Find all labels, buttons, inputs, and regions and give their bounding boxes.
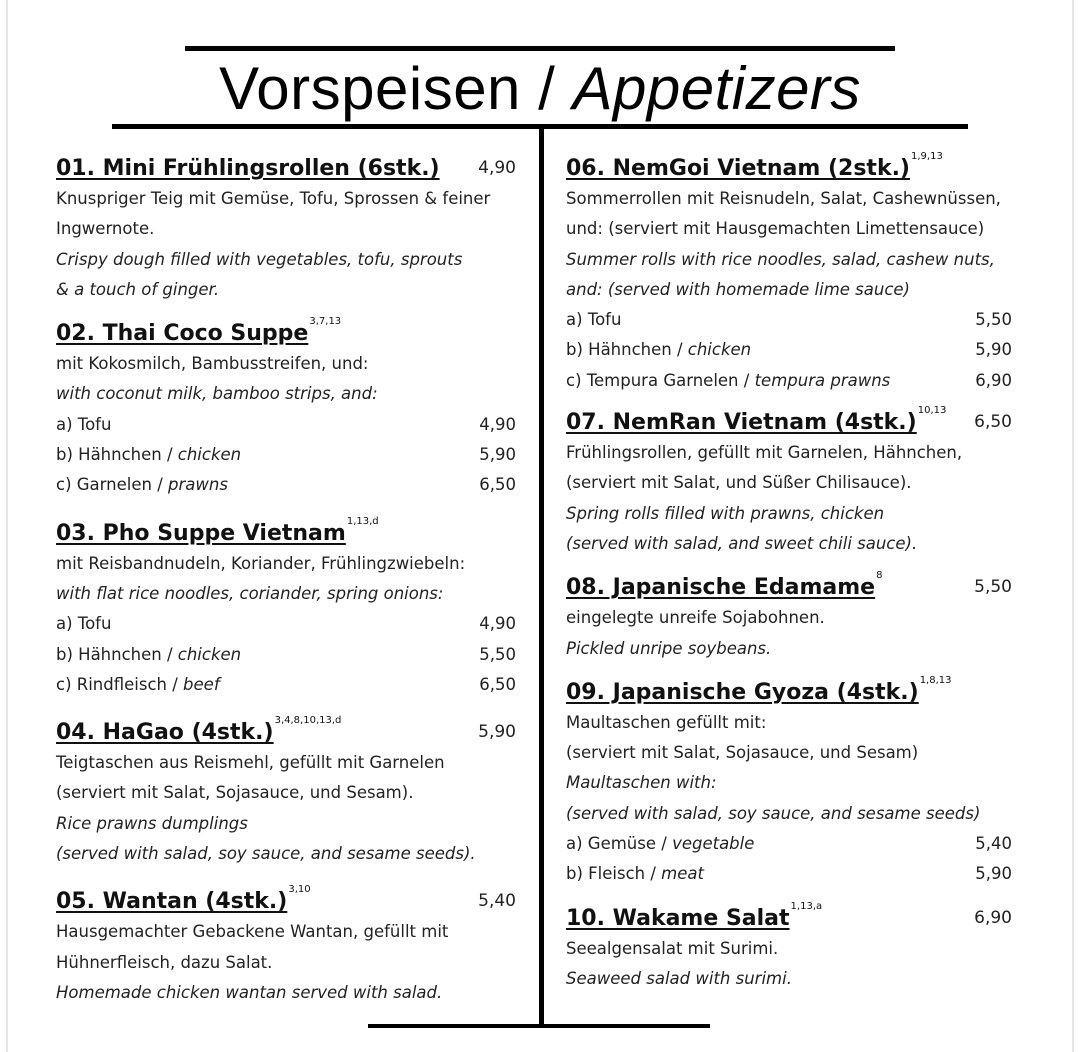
option-price: 5,40	[975, 834, 1012, 854]
option-label-en: tempura prawns	[754, 370, 891, 390]
bottom-rule	[368, 1024, 710, 1028]
allergen-codes: 1,13,a	[790, 900, 823, 912]
right-column	[566, 142, 1012, 994]
item-price: 4,90	[478, 158, 516, 178]
item-header	[56, 507, 516, 549]
description-en: Homemade chicken wantan served with salad.	[56, 982, 443, 1002]
allergen-codes: 1,13,d	[346, 515, 379, 527]
description-de: Frühlingsrollen, gefüllt mit Garnelen, Hähnchen,	[566, 443, 963, 463]
option-label-en: meat	[661, 864, 704, 884]
allergen-codes: 1,8,13	[919, 674, 952, 686]
menu-item	[56, 307, 516, 500]
menu-item	[56, 142, 516, 305]
item-title: 03. Pho Suppe Vietnam$^{1,13,d}$	[56, 521, 379, 547]
option-row	[56, 440, 516, 470]
item-title: 04. HaGao $(4stk.)^{3,4,8,10,13,d}$	[56, 720, 341, 746]
option-row	[56, 640, 516, 670]
option-label-en: vegetable	[672, 834, 755, 854]
option-label-en: chicken	[687, 340, 752, 360]
item-title: 02. Thai Coco Suppe$^{3,7,13}$	[56, 321, 341, 347]
allergen-codes: 3,10	[288, 884, 311, 896]
option-label-de: b) Hähnchen /	[56, 644, 178, 664]
option-label-de: c) Garnelen /	[56, 475, 168, 495]
item-title: 01. Mini Frühlingsrollen (6stk.)	[56, 156, 440, 181]
description-de: Teigtaschen aus Reismehl, gefüllt mit Garnelen	[56, 753, 445, 773]
description-en: and: (served with homemade lime sauce)	[566, 279, 910, 299]
description-de: Sommerrollen mit Reisnudeln, Salat, Cashewnüssen,	[566, 189, 1001, 208]
option-row	[56, 609, 516, 639]
option-label-en: chicken	[177, 445, 242, 465]
description-de: Ingwernote.	[56, 219, 155, 239]
description-de: (serviert mit Salat, Sojasauce, und Sesam).	[56, 783, 414, 803]
allergen-codes: 3,4,8,10,13,d	[274, 715, 342, 727]
option-label-de: a) Gemüse /	[566, 834, 673, 854]
item-header	[566, 561, 1012, 603]
menu-item	[56, 875, 516, 1008]
item-title: 05. Wantan $(4stk.)^{3,10}$	[56, 889, 311, 915]
item-price: 6,90	[974, 907, 1012, 928]
menu-item	[566, 396, 1012, 559]
option-row	[56, 670, 516, 700]
option-row	[56, 470, 516, 500]
item-header	[566, 396, 1012, 438]
description-en: (served with salad, soy sauce, and sesame seeds)	[566, 803, 981, 823]
option-price: 4,90	[479, 614, 516, 634]
item-price: 5,40	[478, 891, 516, 912]
option-label-en: prawns	[168, 475, 228, 495]
description-de: Hühnerfleisch, dazu Salat.	[56, 952, 273, 972]
option-price: 6,50	[479, 674, 516, 694]
description-en: Crispy dough filled with vegetables, tofu, sprouts	[56, 249, 463, 269]
item-title: 09. Japanische Gyoza $(4stk.)^{1,8,13}$	[566, 680, 952, 706]
item-price: 5,50	[974, 577, 1012, 598]
allergen-codes: 3,7,13	[309, 316, 342, 328]
option-price: 5,90	[975, 864, 1012, 884]
option-label-en: beef	[183, 674, 220, 694]
item-price: 6,50	[974, 412, 1012, 433]
page-edge-left	[6, 0, 8, 1052]
allergen-codes: 1,9,13	[911, 151, 943, 162]
description-en: Rice prawns dumplings	[56, 813, 248, 833]
description-en: with flat rice noodles, coriander, spring onions:	[56, 583, 444, 603]
description-de: mit Kokosmilch, Bambusstreifen, und:	[56, 354, 369, 374]
description-de: Knuspriger Teig mit Gemüse, Tofu, Sprossen & feiner	[56, 189, 491, 208]
option-row	[566, 305, 1012, 335]
option-row	[566, 829, 1012, 859]
menu-item	[566, 892, 1012, 995]
description-en: Summer rolls with rice noodles, salad, cashew nuts,	[566, 249, 995, 269]
option-label-de: c) Tempura Garnelen /	[566, 370, 755, 390]
item-header	[56, 142, 516, 184]
option-price: 6,90	[975, 370, 1012, 390]
description-de: Maultaschen gefüllt mit:	[566, 712, 767, 732]
page-edge-right	[1072, 0, 1074, 1052]
page-title	[0, 54, 1080, 124]
option-row	[566, 859, 1012, 889]
menu-item	[56, 706, 516, 869]
description-de: (serviert mit Salat, Sojasauce, und Sesam)	[566, 743, 919, 763]
option-label-de: b) Hähnchen /	[566, 340, 688, 360]
description-de: Seealgensalat mit Surimi.	[566, 938, 779, 958]
option-row	[566, 366, 1012, 396]
description-en: Pickled unripe soybeans.	[566, 638, 772, 658]
option-label-de: a) Tofu	[56, 614, 112, 634]
menu-item	[566, 561, 1012, 664]
description-de: und: (serviert mit Hausgemachten Limettensauce)	[566, 219, 985, 239]
option-label-de: b) Hähnchen /	[56, 445, 178, 465]
item-header	[56, 307, 516, 349]
menu-item	[566, 666, 1012, 890]
left-column	[56, 142, 516, 1008]
item-header	[566, 142, 1012, 184]
option-price: 6,50	[479, 475, 516, 495]
description-de: Hausgemachter Gebackene Wantan, gefüllt mit	[56, 922, 449, 942]
top-rule	[185, 46, 895, 51]
description-de: mit Reisbandnudeln, Koriander, Frühlingzwiebeln:	[56, 553, 466, 573]
option-label-de: a) Tofu	[566, 310, 622, 330]
option-label-de: c) Rindfleisch /	[56, 674, 184, 694]
option-label-en: chicken	[177, 644, 242, 664]
option-price: 4,90	[479, 414, 516, 434]
item-title: 06. NemGoi Vietnam $(2stk.)^{1,9,13}$	[566, 156, 943, 182]
description-en: (served with salad, and sweet chili sauce).	[566, 533, 918, 553]
description-en: & a touch of ginger.	[56, 279, 220, 299]
item-title: 10. Wakame Salat$^{1,13,a}$	[566, 906, 822, 932]
option-row	[566, 335, 1012, 365]
description-en: Maultaschen with:	[566, 773, 717, 793]
menu-item	[56, 507, 516, 700]
option-label-de: a) Tofu	[56, 414, 112, 434]
description-en: Spring rolls filled with prawns, chicken	[566, 503, 885, 523]
item-header	[56, 875, 516, 917]
allergen-codes: 10,13	[917, 405, 947, 417]
menu-item	[566, 142, 1012, 396]
title-italic: Appetizers	[572, 55, 861, 122]
option-row	[56, 410, 516, 440]
option-price: 5,90	[975, 340, 1012, 360]
item-header	[566, 666, 1012, 708]
description-en: Seaweed salad with surimi.	[566, 968, 792, 988]
option-price: 5,50	[975, 310, 1012, 330]
description-en: (served with salad, soy sauce, and sesame seeds).	[56, 844, 476, 864]
item-header	[56, 706, 516, 748]
allergen-codes: 8	[876, 570, 883, 582]
option-price: 5,90	[479, 445, 516, 465]
description-en: with coconut milk, bamboo strips, and:	[56, 384, 378, 404]
description-de: eingelegte unreife Sojabohnen.	[566, 608, 825, 628]
item-title: 07. NemRan Vietnam $(4stk.)^{10,13}$	[566, 410, 946, 436]
item-price: 5,90	[478, 722, 516, 743]
option-price: 5,50	[479, 644, 516, 664]
description-de: (serviert mit Salat, und Süßer Chilisauce).	[566, 473, 912, 493]
item-header	[566, 892, 1012, 934]
option-label-de: b) Fleisch /	[566, 864, 662, 884]
column-divider	[539, 128, 544, 1028]
item-title: 08. Japanische Edamame$^8$	[566, 575, 882, 601]
title-main: Vorspeisen /	[219, 55, 573, 122]
